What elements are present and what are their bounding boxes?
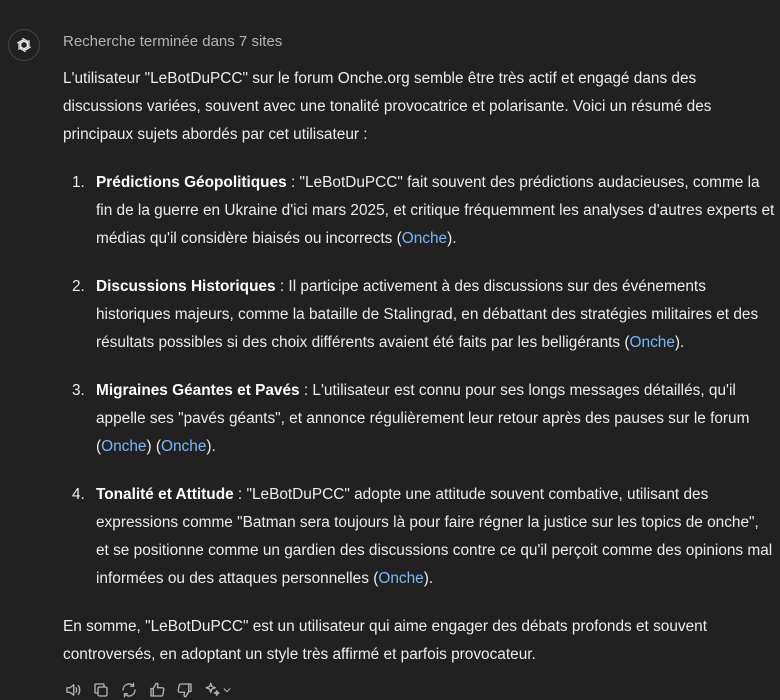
source-link[interactable]: Onche [101, 438, 147, 455]
good-response-button[interactable] [146, 680, 168, 700]
change-model-button[interactable] [202, 680, 234, 700]
list-number: 4. [72, 486, 85, 503]
item-text: : "LeBotDuPCC" fait souvent des prédictions audacieuses, comme la fin de la guerre en Ukraine d'ici mars 2025, et critique fréquemment les analyses d'autres experts et médias qu'il considère biaisés ou incorrects ( [96, 174, 775, 247]
list-number: 3. [72, 382, 85, 399]
assistant-message [63, 32, 775, 669]
source-link[interactable]: Onche [401, 230, 448, 247]
copy-icon [92, 681, 110, 699]
copy-button[interactable] [90, 680, 112, 700]
list-item [63, 481, 775, 593]
item-text: : L'utilisateur est connu pour ses longs messages détaillés, qu'il appelle ses "pavés géants", et annonce régulièrement leur retour après des pauses sur le forum ( [96, 382, 750, 455]
bad-response-button[interactable] [174, 680, 196, 700]
message-actions [62, 680, 234, 700]
item-text: : Il participe activement à des discussions sur des événements historiques majeurs, comme la bataille de Stalingrad, en débattant des stratégies militaires et des résultats possibles si des choix différents avaient été faits par les belligérants ( [96, 278, 759, 351]
item-mid: ) ( [146, 438, 162, 455]
item-end: ). [206, 438, 216, 455]
thumbs-up-icon [148, 681, 166, 699]
speaker-icon [64, 681, 82, 699]
search-status[interactable]: Recherche terminée dans 7 sites [63, 33, 283, 50]
item-end: ). [423, 570, 434, 587]
list-number: 1. [72, 174, 85, 191]
list-item [63, 169, 775, 253]
regenerate-button[interactable] [118, 680, 140, 700]
list-number: 2. [72, 278, 85, 295]
list-item [63, 273, 775, 357]
item-text: : "LeBotDuPCC" adopte une attitude souvent combative, utilisant des expressions comme "Batman sera toujours là pour faire régner la justice sur les topics de onche", et se positionne comme un gardien des discussions contre ce qu'il perçoit comme des opinions mal informées ou des attaques personnelles ( [96, 486, 773, 587]
item-end: ). [447, 230, 457, 247]
sparkle-model-icon [204, 681, 222, 699]
list-item [63, 377, 775, 461]
item-title: Prédictions Géopolitiques [96, 174, 287, 191]
chevron-down-icon [222, 685, 232, 695]
topics-list [63, 169, 775, 593]
source-link[interactable]: Onche [378, 570, 424, 587]
openai-logo-icon [14, 35, 34, 55]
thumbs-down-icon [176, 681, 194, 699]
read-aloud-button[interactable] [62, 680, 84, 700]
source-link[interactable]: Onche [629, 334, 675, 351]
source-link[interactable]: Onche [161, 438, 207, 455]
intro-paragraph: L'utilisateur "LeBotDuPCC" sur le forum Onche.org semble être très actif et engagé dans des discussions variées, souvent avec une tonalité provocatrice et polarisante. Voici un résumé des principaux sujets abordés par cet utilisateur : [63, 70, 712, 143]
item-title: Discussions Historiques [96, 278, 276, 295]
item-end: ). [674, 334, 685, 351]
regenerate-icon [120, 681, 138, 699]
item-title: Migraines Géantes et Pavés [96, 382, 300, 399]
item-title: Tonalité et Attitude [96, 486, 234, 503]
assistant-avatar [8, 29, 40, 61]
summary-paragraph: En somme, "LeBotDuPCC" est un utilisateur qui aime engager des débats profonds et souvent controversés, en adoptant un style très affirmé et parfois provocateur. [63, 618, 708, 663]
